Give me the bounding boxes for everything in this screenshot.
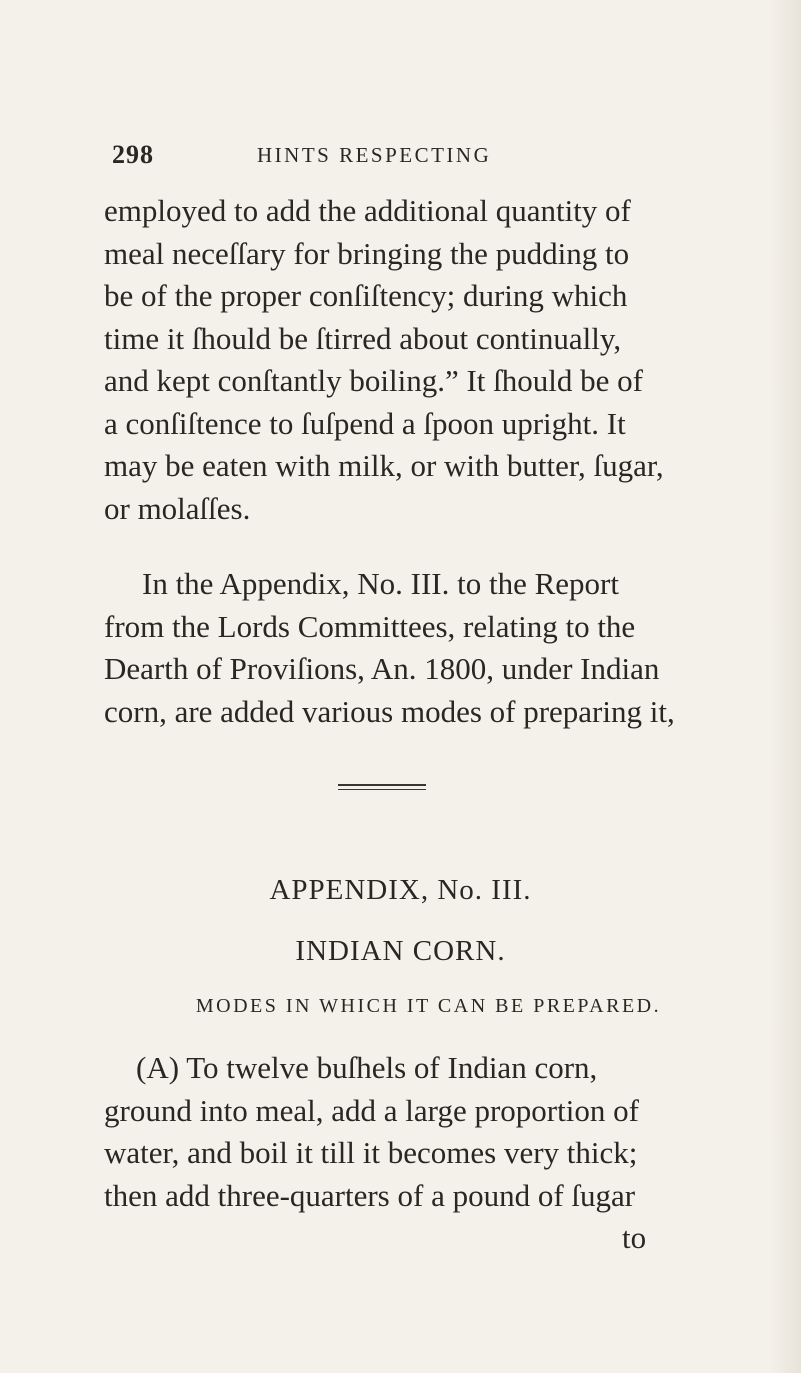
- text-line: water, and boil it till it becomes very thick;: [104, 1135, 638, 1170]
- page-header: [112, 140, 672, 170]
- page-number: 298: [112, 140, 154, 169]
- text-line: (A) To twelve buſhels of Indian corn,: [136, 1050, 598, 1085]
- paragraph-recipe-a: [104, 1047, 716, 1260]
- text-line: may be eaten with milk, or with butter, ſugar,: [104, 448, 664, 483]
- text-line: from the Lords Committees, relating to the: [104, 608, 636, 644]
- running-head: HINTS RESPECTING: [257, 143, 492, 167]
- text-line: or molaſſes.: [104, 490, 251, 526]
- text-line: corn, are added various modes of preparing it,: [104, 693, 675, 729]
- text-line: employed to add the additional quantity of: [104, 193, 631, 228]
- paragraph-appendix-reference: [104, 563, 716, 733]
- text-line: time it ſhould be ſtirred about continually,: [104, 320, 622, 356]
- text-line: be of the proper conſiſtency; during which: [104, 278, 628, 313]
- catchword: to: [622, 1220, 647, 1255]
- text-line: ground into meal, add a large proportion of: [104, 1092, 639, 1128]
- text-line: In the Appendix, No. III. to the Report: [142, 566, 619, 601]
- text-line: and kept conſtantly boiling.” It ſhould be of: [104, 363, 643, 398]
- paragraph-pudding-instructions: [104, 190, 716, 530]
- appendix-subtitle: INDIAN CORN.: [295, 935, 506, 967]
- section-divider-rule: [338, 784, 426, 792]
- appendix-caption: MODES IN WHICH IT CAN BE PREPARED.: [195, 995, 662, 1017]
- text-line: meal neceſſary for bringing the pudding to: [104, 235, 630, 271]
- text-line: a conſiſtence to ſuſpend a ſpoon upright. It: [104, 405, 626, 441]
- text-line: then add three-quarters of a pound of ſugar: [104, 1177, 636, 1213]
- appendix-title: APPENDIX, No. III.: [269, 874, 532, 906]
- text-line: Dearth of Proviſions, An. 1800, under Indian: [104, 651, 660, 686]
